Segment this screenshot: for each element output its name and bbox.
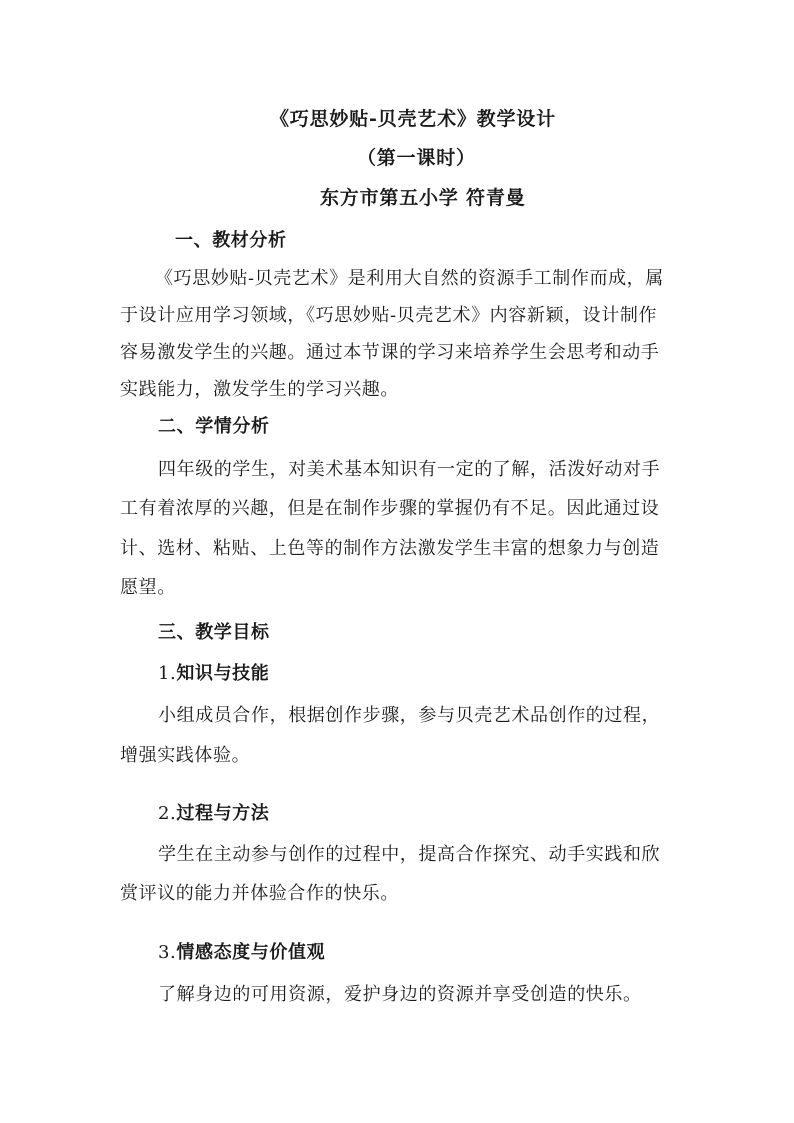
paragraph-line: 容易激发学生的兴趣。通过本节课的学习来培养学生会思考和动手 <box>120 342 660 363</box>
document-title: 《巧思妙贴-贝壳艺术》教学设计 <box>270 108 556 130</box>
goal-number: 2. <box>158 803 177 824</box>
goal-heading <box>158 662 269 686</box>
goal-heading <box>158 941 325 965</box>
paragraph-line: 于设计应用学习领域，《巧思妙贴-贝壳艺术》内容新颖，设计制作 <box>120 305 658 326</box>
document-author: 东方市第五小学 符青曼 <box>320 187 526 209</box>
paragraph-line: 了解身边的可用资源，爱护身边的资源并享受创造的快乐。 <box>158 984 642 1005</box>
paragraph-line: 增强实践体验。 <box>120 745 251 766</box>
paragraph-line: 学生在主动参与创作的过程中，提高合作探究、动手实践和欣 <box>158 844 661 865</box>
paragraph-line: 赏评议的能力并体验合作的快乐。 <box>120 883 399 904</box>
document-subtitle: （第一课时） <box>357 147 476 169</box>
section-heading: 一、教材分析 <box>175 230 287 251</box>
paragraph-line: 《巧思妙贴-贝壳艺术》是利用大自然的资源手工制作而成，属 <box>155 268 664 289</box>
paragraph-line: 实践能力，激发学生的学习兴趣。 <box>120 379 399 400</box>
goal-number: 3. <box>158 942 177 963</box>
paragraph-line: 计、选材、粘贴、上色等的制作方法激发学生丰富的想象力与创造 <box>120 538 660 559</box>
paragraph-line: 四年级的学生，对美术基本知识有一定的了解，活泼好动对手 <box>158 459 661 480</box>
goal-label: 过程与方法 <box>176 803 270 824</box>
goal-label: 知识与技能 <box>176 663 270 684</box>
goal-heading <box>158 802 269 826</box>
goal-number: 1. <box>158 663 177 684</box>
paragraph-line: 愿望。 <box>120 577 176 598</box>
goal-label: 情感态度与价值观 <box>176 942 326 963</box>
paragraph-line: 工有着浓厚的兴趣，但是在制作步骤的掌握仍有不足。因此通过设 <box>120 498 660 519</box>
paragraph-line: 小组成员合作，根据创作步骤，参与贝壳艺术品创作的过程， <box>158 705 661 726</box>
section-heading: 二、学情分析 <box>158 416 270 437</box>
section-heading: 三、教学目标 <box>158 622 270 643</box>
